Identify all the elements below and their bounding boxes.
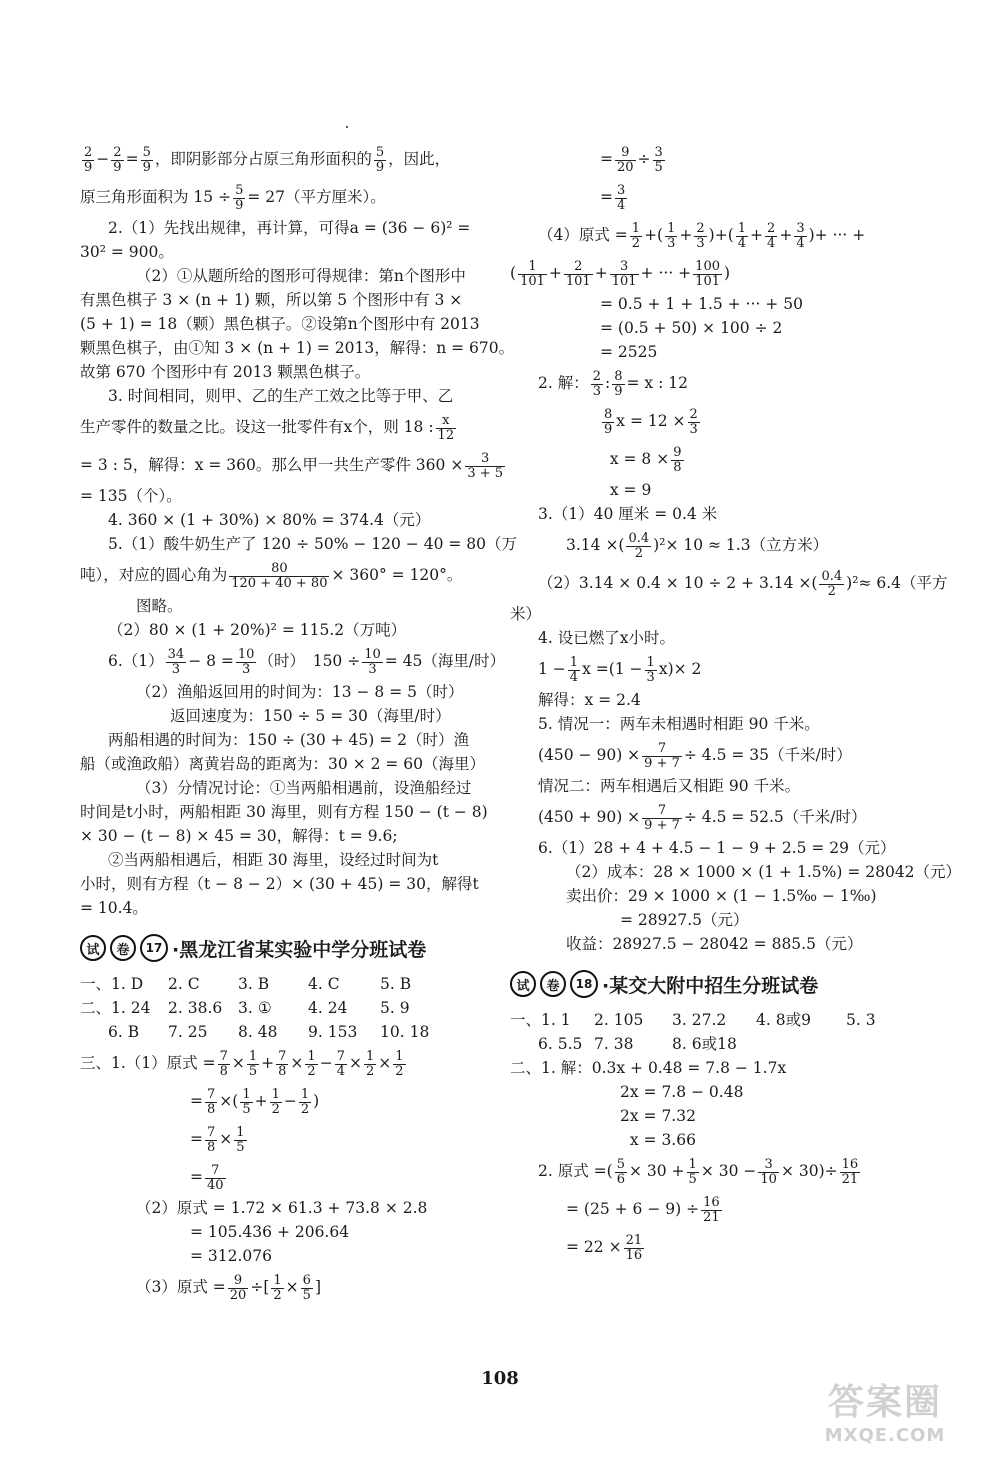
text-line: 5. 情况一：两车未相遇时相距 90 千米。	[538, 715, 820, 733]
text-line: = 3 : 5，解得：x = 360。那么甲一共生产零件 360 × $\frac{3}{3 + 5}$	[80, 450, 504, 481]
answer-row: 二、1. 24 2. 38.6 3. ① 4. 24 5. 9	[80, 999, 410, 1017]
text-line: 4. 360 × (1 + 30%) × 80% = 374.4（元）	[108, 511, 431, 529]
exam-badge-icon: 试	[80, 935, 106, 961]
text-line: x = 8 × $\frac{9}{8}$	[600, 444, 682, 475]
text-line: = 28927.5（元）	[620, 911, 749, 929]
text-line: 2x = 7.8 − 0.48	[620, 1083, 744, 1101]
text-line: = 2525	[600, 343, 658, 361]
text-line: 船（或渔政船）离黄岩岛的距离为：30 × 2 = 60（海里）	[80, 755, 485, 773]
text-line: x = 9	[609, 481, 652, 499]
exam-badge-icon: 试	[510, 971, 536, 997]
section-title-text: ·某交大附中招生分班试卷	[602, 974, 819, 997]
text-line: x = 3.66	[629, 1131, 696, 1149]
text-line: $\frac{2}{9}$ − $\frac{2}{9}$ = $\frac{5}{9}$ ，即阴影部分占原三角形面积的 $\frac{5}{9}$ ，因此，	[84, 144, 451, 175]
text-line: × 30 − (t − 8) × 45 = 30，解得：t = 9.6;	[80, 827, 398, 845]
section-title-17	[80, 934, 480, 962]
exam-badge-icon: 卷	[540, 971, 566, 997]
text-line: （2）80 × (1 + 20%)² = 115.2（万吨）	[108, 621, 407, 639]
text-line: = $\frac{3}{4}$	[600, 182, 626, 213]
text-line: 二、1. 解：0.3x + 0.48 = 7.8 − 1.7x	[510, 1059, 787, 1077]
text-line: = 10.4。	[80, 899, 148, 917]
text-line: 收益：28927.5 − 28042 = 885.5（元）	[566, 935, 863, 953]
text-line: = 135（个）。	[80, 487, 182, 505]
text-line: 30² = 900。	[80, 243, 174, 261]
text-line: 小时，则有方程（t − 8 − 2）× (30 + 45) = 30，解得t	[80, 875, 479, 893]
text-line: ②当两船相遇后，相距 30 海里，设经过时间为t	[108, 851, 439, 869]
text-line: 返回速度为：150 ÷ 5 = 30（海里/时）	[170, 707, 451, 725]
text-line: 卖出价：29 × 1000 × (1 − 1.5‰ − 1‰)	[566, 887, 877, 905]
circled-number-icon: 18	[570, 970, 598, 998]
text-line: ( $\frac{1}{101}$ + $\frac{2}{101}$ + $\frac{3}{101}$ + ··· + $\frac{100}{101}$ )	[510, 258, 731, 289]
text-line: = (0.5 + 50) × 100 ÷ 2	[600, 319, 783, 337]
text-line: 2. 解： $\frac{2}{3}$ : $\frac{8}{9}$ = x : 12	[538, 368, 688, 399]
text-line: 4. 设已燃了x小时。	[538, 629, 675, 647]
text-line: 情况二：两车相遇后又相距 90 千米。	[538, 777, 801, 795]
text-line: 故第 670 个图形中有 2013 颗黑色棋子。	[80, 363, 371, 381]
text-line: = 0.5 + 1 + 1.5 + ··· + 50	[600, 295, 803, 313]
text-line: （2）原式 = 1.72 × 61.3 + 73.8 × 2.8	[136, 1199, 428, 1217]
left-column	[80, 140, 518, 1306]
section-title-text: ·黑龙江省某实验中学分班试卷	[172, 938, 427, 961]
text-line: 3. 时间相同，则甲、乙的生产工效之比等于甲、乙	[108, 387, 454, 405]
text-line: 吨），对应的圆心角为 $\frac{80}{120 + 40 + 80}$ × 360° = 120°。	[80, 560, 463, 591]
text-line: 3.（1）40 厘米 = 0.4 米	[538, 505, 718, 523]
text-line: 图略。	[136, 597, 183, 615]
text-line: = 105.436 + 206.64	[190, 1223, 350, 1241]
text-line: = 312.076	[190, 1247, 273, 1265]
watermark-text: 答案圈	[827, 1382, 942, 1423]
text-line: = (25 + 6 − 9) ÷ $\frac{16}{21}$	[566, 1194, 720, 1225]
text-line: 2x = 7.32	[620, 1107, 696, 1125]
text-line: (450 − 90) × $\frac{7}{9 + 7}$ ÷ 4.5 = 35（千米/时）	[538, 740, 852, 771]
text-line: 6.（1）28 + 4 + 4.5 − 1 − 9 + 2.5 = 29（元）	[538, 839, 896, 857]
answer-row: 6. 5.5 7. 38 8. 6或18	[538, 1035, 737, 1053]
text-line: 5.（1）酸牛奶生产了 120 ÷ 50% − 120 − 40 = 80（万	[108, 535, 518, 553]
watermark-url: MXQE.COM	[824, 1425, 946, 1446]
text-line: （2）渔船返回用的时间为：13 − 8 = 5（时）	[136, 683, 464, 701]
text-line: = 22 × $\frac{21}{16}$	[566, 1232, 643, 1263]
text-line: 6.（1） $\frac{34}{3}$ − 8 = $\frac{10}{3}$ （时） 150 ÷ $\frac{10}{3}$ = 45（海里/时）	[108, 646, 506, 677]
text-line: （2）①从题所给的图形可得规律：第n个图形中	[136, 267, 466, 285]
stray-dot	[346, 126, 348, 128]
section-title-18	[510, 970, 930, 998]
text-line: （3）原式 = $\frac{9}{20}$ ÷[ $\frac{1}{2}$ × $\frac{6}{5}$ ]	[136, 1272, 321, 1303]
text-line: (450 + 90) × $\frac{7}{9 + 7}$ ÷ 4.5 = 52.5（千米/时）	[538, 802, 867, 833]
text-line: = $\frac{7}{8}$ ×( $\frac{1}{5}$ + $\frac{1}{2}$ − $\frac{1}{2}$ )	[190, 1086, 320, 1117]
text-line: 3.14 ×( $\frac{0.4}{2}$ )²× 10 ≈ 1.3（立方米）	[566, 530, 829, 561]
text-line: = $\frac{7}{8}$ × $\frac{1}{5}$	[190, 1124, 245, 1155]
text-line: 米）	[510, 605, 542, 623]
exam-badge-icon: 卷	[110, 935, 136, 961]
text-line: 原三角形面积为 15 ÷ $\frac{5}{9}$ = 27（平方厘米）。	[80, 182, 386, 213]
watermark-logo	[790, 1374, 980, 1454]
text-line: 生产零件的数量之比。设这一批零件有x个，则 18 : $\frac{x}{12}$	[80, 412, 455, 443]
text-line: （4）原式 = $\frac{1}{2}$ +( $\frac{1}{3}$ + $\frac{2}{3}$ )+( $\frac{1}{4}$ + $\frac{2}{4}$ + $\frac{3}{4}$ )+ ··· +	[538, 220, 866, 251]
answer-row: 6. B 7. 25 8. 48 9. 153 10. 18	[108, 1023, 430, 1041]
text-line: = $\frac{9}{20}$ ÷ $\frac{3}{5}$	[600, 144, 663, 175]
text-line: 2.（1）先找出规律，再计算，可得a = (36 − 6)² =	[108, 219, 471, 237]
text-line: （2）成本：28 × 1000 × (1 + 1.5%) = 28042（元）	[566, 863, 962, 881]
text-line: (5 + 1) = 18（颗）黑色棋子。②设第n个图形中有 2013	[80, 315, 480, 333]
text-line: 两船相遇的时间为：150 ÷ (30 + 45) = 2（时）渔	[108, 731, 470, 749]
text-line: 1 − $\frac{1}{4}$ x =(1 − $\frac{1}{3}$ x)× 2	[538, 654, 702, 685]
text-line: $\frac{8}{9}$ x = 12 × $\frac{2}{3}$	[604, 406, 698, 437]
text-line: 解得：x = 2.4	[538, 691, 641, 709]
text-line: 三、1.（1）原式 = $\frac{7}{8}$ × $\frac{1}{5}$ + $\frac{7}{8}$ × $\frac{1}{2}$ − $\frac{7}{4}$ × $\frac{1}{2}$ × $\frac{1}{2}$	[80, 1048, 404, 1079]
answer-row: 一、1. D 2. C 3. B 4. C 5. B	[80, 975, 412, 993]
text-line: = $\frac{7}{40}$	[190, 1162, 224, 1193]
text-line: 颗黑色棋子，由①知 3 × (n + 1) = 2013，解得：n = 670。	[80, 339, 515, 357]
text-line: 时间是t小时，两船相距 30 海里，则有方程 150 − (t − 8)	[80, 803, 488, 821]
right-column	[510, 140, 962, 1266]
text-line: （3）分情况讨论：①当两船相遇前，设渔船经过	[136, 779, 472, 797]
text-line: （2）3.14 × 0.4 × 10 ÷ 2 + 3.14 ×( $\frac{0.4}{2}$ )²≈ 6.4（平方	[538, 568, 948, 599]
circled-number-icon: 17	[140, 934, 168, 962]
answer-row: 一、1. 1 2. 105 3. 27.2 4. 8或9 5. 3	[510, 1011, 876, 1029]
text-line: 有黑色棋子 3 × (n + 1) 颗，所以第 5 个图形中有 3 ×	[80, 291, 463, 309]
text-line: 2. 原式 =( $\frac{5}{6}$ × 30 + $\frac{1}{5}$ × 30 − $\frac{3}{10}$ × 30)÷ $\frac{16}{21}$	[538, 1156, 859, 1187]
page-number: 108	[481, 1368, 519, 1389]
